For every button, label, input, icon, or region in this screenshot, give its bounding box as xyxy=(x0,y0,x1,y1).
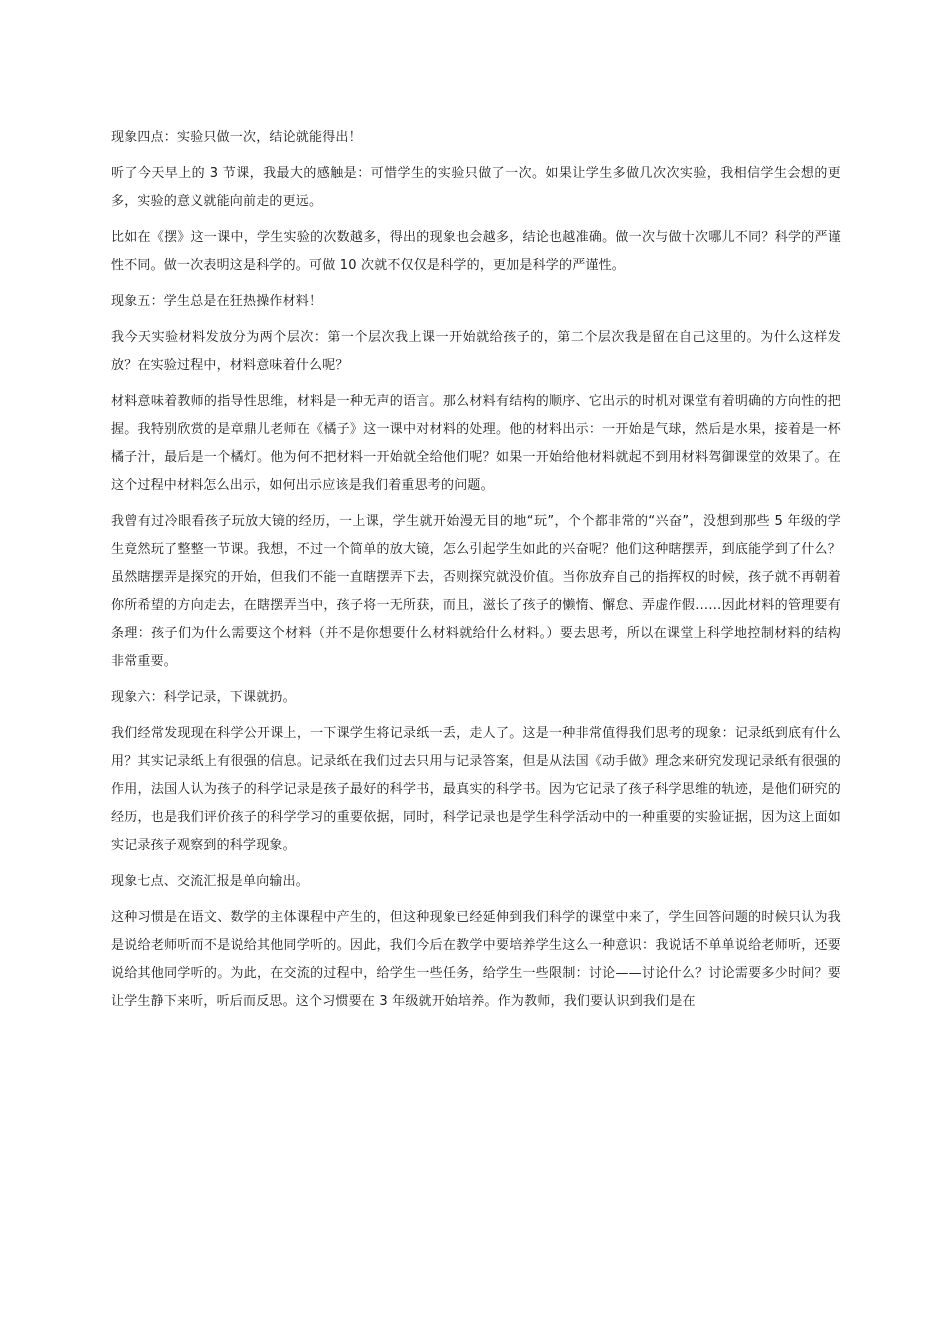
section-heading: 现象五：学生总是在狂热操作材料！ xyxy=(111,294,323,309)
section-heading: 现象七点、交流汇报是单向输出。 xyxy=(111,874,310,889)
body-paragraph: 这种习惯是在语文、数学的主体课程中产生的，但这种现象已经延伸到我们科学的课堂中来了，学生回答问题的时候只认为我是说给老师听而不是说给其他同学听的。因此，我们今后在教学中要培养学生这么一种意识：我说话不单单说给老师听，还要说给其他同学听的。为此，在交流的过程中，给学生一些任务，给学生一些限制：讨论——讨论什么？讨论需要多少时间？要让学生静下来听，听后而反思。这个习惯要在 3 年级就开始培养。作为教师，我们要认识到我们是在 xyxy=(111,910,841,1009)
section-heading: 现象六：科学记录，下课就扔。 xyxy=(111,690,296,705)
body-paragraph: 材料意味着教师的指导性思维，材料是一种无声的语言。那么材料有结构的顺序、它出示的时机对课堂有着明确的方向性的把握。我特别欣赏的是章鼎儿老师在《橘子》这一课中对材料的处理。他的材料出示：一开始是气球，然后是水果，接着是一杯橘子汁，最后是一个橘灯。他为何不把材料一开始就全给他们呢？如果一开始给他材料就起不到用材料驾御课堂的效果了。在这个过程中材料怎么出示，如何出示应该是我们着重思考的问题。 xyxy=(111,394,841,493)
body-paragraph: 我今天实验材料发放分为两个层次：第一个层次我上课一开始就给孩子的，第二个层次我是留在自己这里的。为什么这样发放？在实验过程中，材料意味着什么呢？ xyxy=(111,330,841,373)
body-paragraph: 听了今天早上的 3 节课，我最大的感触是：可惜学生的实验只做了一次。如果让学生多做几次次实验，我相信学生会想的更多，实验的意义就能向前走的更远。 xyxy=(111,166,841,209)
document-body xyxy=(111,124,841,1024)
body-paragraph: 我曾有过冷眼看孩子玩放大镜的经历，一上课，学生就开始漫无目的地“玩”，个个都非常的“兴奋”，没想到那些 5 年级的学生竟然玩了整整一节课。我想，不过一个简单的放大镜，怎么引起学生如此的兴奋呢？他们这种瞎摆弄，到底能学到了什么？虽然瞎摆弄是探究的开始，但我们不能一直瞎摆弄下去，否则探究就没价值。当你放弃自己的指挥权的时候，孩子就不再朝着你所希望的方向走去，在瞎摆弄当中，孩子将一无所获，而且，滋长了孩子的懒惰、懈怠、弄虚作假……因此材料的管理要有条理：孩子们为什么需要这个材料（并不是你想要什么材料就给什么材料。）要去思考，所以在课堂上科学地控制材料的结构非常重要。 xyxy=(111,514,841,669)
body-paragraph: 比如在《摆》这一课中，学生实验的次数越多，得出的现象也会越多，结论也越准确。做一次与做十次哪儿不同？科学的严谨性不同。做一次表明这是科学的。可做 10 次就不仅仅是科学的，更加是科学的严谨性。 xyxy=(111,230,841,273)
body-paragraph: 我们经常发现现在科学公开课上，一下课学生将记录纸一丢，走人了。这是一种非常值得我们思考的现象：记录纸到底有什么用？其实记录纸上有很强的信息。记录纸在我们过去只用与记录答案，但是从法国《动手做》理念来研究发现记录纸有很强的作用，法国人认为孩子的科学记录是孩子最好的科学书，最真实的科学书。因为它记录了孩子科学思维的轨迹，是他们研究的经历，也是我们评价孩子的科学学习的重要依据，同时，科学记录也是学生科学活动中的一种重要的实验证据，因为这上面如实记录孩子观察到的科学现象。 xyxy=(111,726,841,853)
section-heading: 现象四点：实验只做一次，结论就能得出！ xyxy=(111,130,362,145)
